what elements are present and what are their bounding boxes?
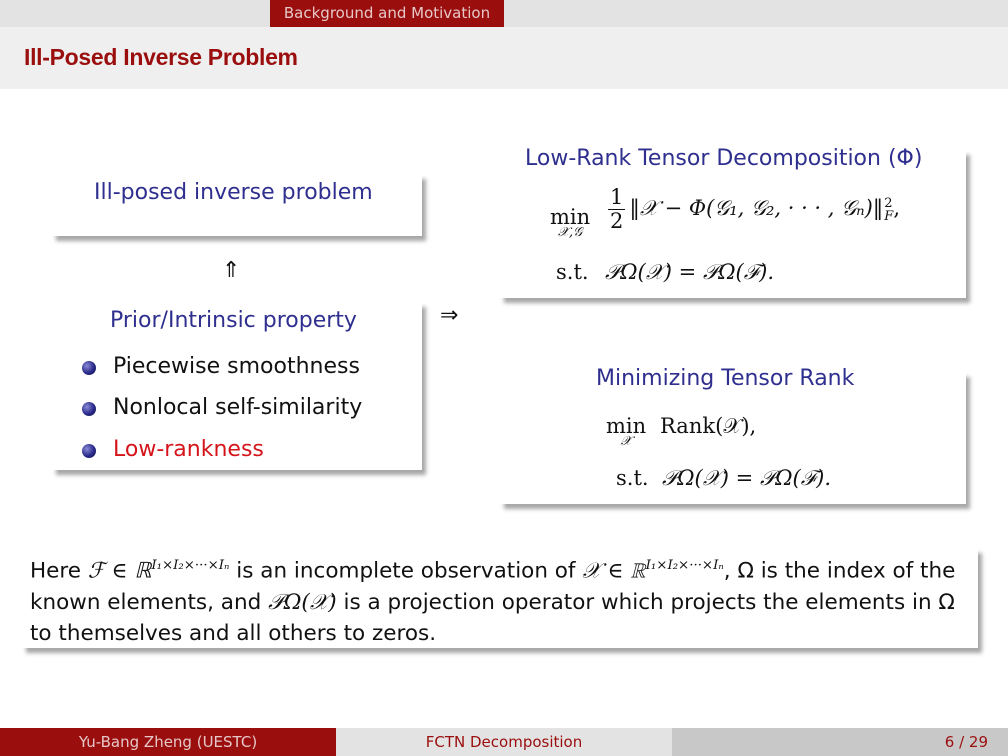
- min-label: min: [606, 414, 647, 438]
- explanation-part-4: is a projection operator which projects the elements in Ω to themselves and all others to zeros.: [30, 589, 955, 646]
- bullet-icon: [82, 361, 96, 375]
- frame-title-bar: [0, 27, 1008, 89]
- target-dimension: I₁×I₂×···×Iₙ: [645, 558, 724, 573]
- section-tab[interactable]: Background and Motivation: [270, 0, 504, 27]
- projection-formula: 𝒫Ω(𝒳): [268, 589, 337, 615]
- footer-talk-title: FCTN Decomposition: [336, 728, 672, 756]
- prior-property-title: Prior/Intrinsic property: [110, 308, 357, 333]
- frame-title: Ill-Posed Inverse Problem: [24, 44, 298, 70]
- min-subscript: 𝒳: [620, 434, 632, 449]
- minimizing-rank-box: [500, 366, 966, 504]
- bullet-icon: [82, 402, 96, 416]
- footer-bar: [0, 728, 1008, 756]
- rank-st-label: s.t.: [616, 466, 649, 490]
- up-double-arrow-icon: ⇑: [222, 258, 241, 283]
- rank-min-operator: [606, 414, 646, 449]
- minimizing-rank-title: Minimizing Tensor Rank: [596, 366, 855, 391]
- explanation-part-1: Here: [30, 558, 88, 584]
- norm-superscript: 2: [884, 195, 893, 211]
- right-double-arrow-icon: ⇒: [440, 303, 459, 328]
- one-half-fraction: $\frac{1}{2}$: [610, 185, 624, 234]
- target-tensor-formula: 𝒳 ∈ ℝ: [582, 558, 646, 584]
- decomposition-min-operator: [550, 205, 590, 240]
- explanation-part-2: is an incomplete observation of: [229, 558, 583, 584]
- ill-posed-problem-box: [52, 174, 422, 236]
- footer-page-number: 6 / 29: [672, 728, 1008, 756]
- footer-author: Yu-Bang Zheng (UESTC): [0, 728, 336, 756]
- list-item-nonlocal: Nonlocal self-similarity: [113, 395, 363, 420]
- top-navigation-bar: [0, 0, 1008, 27]
- ill-posed-problem-title: Ill-posed inverse problem: [94, 180, 373, 205]
- rank-objective-text: Rank(𝒳),: [660, 414, 757, 438]
- list-item-low-rankness: Low-rankness: [113, 437, 264, 462]
- min-label: min: [550, 205, 591, 229]
- observation-dimension: I₁×I₂×···×Iₙ: [151, 558, 230, 573]
- low-rank-decomposition-title: Low-Rank Tensor Decomposition (Φ): [525, 146, 923, 171]
- rank-objective: [660, 414, 756, 439]
- explanation-text: [30, 550, 978, 649]
- decomposition-objective: $\frac{1}{2}$ ‖𝒳 − Φ(𝒢₁, 𝒢₂, · · · , 𝒢ₙ)‖ 2 F ,: [610, 185, 901, 234]
- rank-constraint: 𝒫Ω(𝒳) = 𝒫Ω(ℱ).: [662, 466, 832, 490]
- observation-set-formula: ℱ ∈ ℝ: [87, 558, 152, 584]
- min-subscript: 𝒳,𝒢: [557, 225, 583, 240]
- decomposition-constraint: 𝒫Ω(𝒳) = 𝒫Ω(ℱ).: [605, 260, 775, 284]
- list-item-piecewise: Piecewise smoothness: [113, 354, 360, 379]
- bullet-icon: [82, 444, 96, 458]
- objective-norm: ‖𝒳 − Φ(𝒢₁, 𝒢₂, · · · , 𝒢ₙ)‖: [629, 196, 884, 221]
- low-rank-decomposition-box: [500, 146, 966, 298]
- explanation-part-3: , Ω is the index of the known elements, and: [30, 558, 956, 615]
- decomposition-st-label: s.t.: [556, 260, 589, 284]
- norm-subscript: F: [884, 208, 894, 224]
